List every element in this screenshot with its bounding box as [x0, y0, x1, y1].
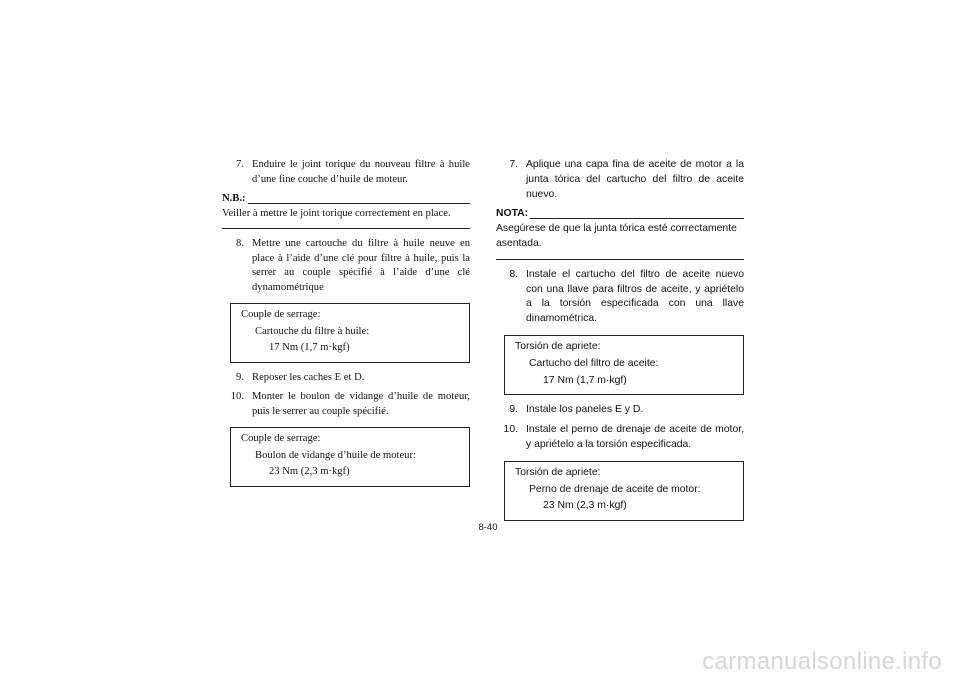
step-number: 8. [509, 268, 518, 280]
step-number: 8. [236, 238, 244, 249]
torque-box-value: 23 Nm (2,3 m·kgf) [543, 500, 627, 512]
note-text: Asegúrese de que la junta tórica esté correctamente asentada. [496, 223, 737, 249]
step-text: Enduire le joint torique du nouveau filtre à huile d’une fine couche d’huile de moteur. [252, 159, 470, 185]
torque-box-title: Couple de serrage: [241, 309, 321, 320]
note-label: N.B.: [222, 193, 246, 204]
french-column [222, 158, 470, 495]
note-text: Veiller à mettre le joint torique correctement en place. [222, 207, 451, 219]
torque-box-value: 17 Nm (1,7 m·kgf) [269, 342, 350, 353]
page-number: 8-40 [478, 522, 498, 533]
torque-box-item: Perno de drenaje de aceite de motor: [529, 483, 701, 495]
step-text: Monter le boulon de vidange d’huile de moteur, puis le serrer au couple spécifié. [252, 391, 470, 417]
es-step-9 [496, 403, 744, 418]
fr-step-10 [222, 390, 470, 419]
fr-note [222, 192, 470, 229]
es-torque-box-drain-bolt [504, 461, 744, 521]
spanish-column [496, 158, 744, 529]
es-note [496, 207, 744, 259]
fr-torque-box-drain-bolt [230, 427, 470, 487]
step-number: 9. [236, 371, 244, 383]
step-text: Mettre une cartouche du filtre à huile neuve en place à l’aide d’une clé pour filtre à huile, puis la serrer au couple spécifié à l’aide d’une clé dynamométrique [252, 238, 470, 293]
step-text: Reposer les caches E et D. [252, 371, 365, 383]
fr-step-8 [222, 237, 470, 295]
torque-box-title: Couple de serrage: [241, 433, 321, 444]
step-number: 10. [230, 391, 244, 402]
torque-box-value: 23 Nm (2,3 m·kgf) [269, 466, 350, 477]
fr-step-9 [222, 371, 470, 386]
note-rule [530, 218, 744, 219]
step-number: 7. [509, 159, 518, 170]
note-label: NOTA: [496, 208, 529, 220]
step-text: Instale los paneles E y D. [526, 404, 644, 416]
torque-box-value: 17 Nm (1,7 m·kgf) [543, 374, 627, 386]
es-step-8 [496, 268, 744, 327]
torque-box-item: Boulon de vidange d’huile de moteur: [255, 449, 416, 461]
step-number: 10. [503, 424, 518, 436]
es-step-10 [496, 423, 744, 453]
fr-torque-box-filter [230, 303, 470, 363]
es-step-7 [496, 158, 744, 202]
step-number: 9. [509, 404, 518, 416]
torque-box-title: Torsión de apriete: [515, 340, 601, 352]
note-header [222, 192, 470, 207]
step-text: Aplique una capa fina de aceite de motor a la junta tórica del cartucho del filtro de aceite nuevo. [526, 159, 744, 200]
step-number: 7. [236, 159, 244, 170]
watermark: carmanualsonline.info [702, 648, 942, 675]
note-rule [248, 203, 470, 204]
torque-box-item: Cartouche du filtre à huile: [255, 325, 370, 337]
torque-box-item: Cartucho del filtro de aceite: [529, 357, 659, 369]
note-header [496, 207, 744, 222]
es-torque-box-filter [504, 335, 744, 395]
step-text: Instale el cartucho del filtro de aceite nuevo con una llave para filtros de aceite, y apriételo a la torsión especificada con una llave dinamométrica. [526, 268, 744, 325]
fr-step-7 [222, 158, 470, 187]
torque-box-title: Torsión de apriete: [515, 466, 601, 478]
step-text: Instale el perno de drenaje de aceite de motor, y apriételo a la torsión especificada. [526, 424, 744, 450]
